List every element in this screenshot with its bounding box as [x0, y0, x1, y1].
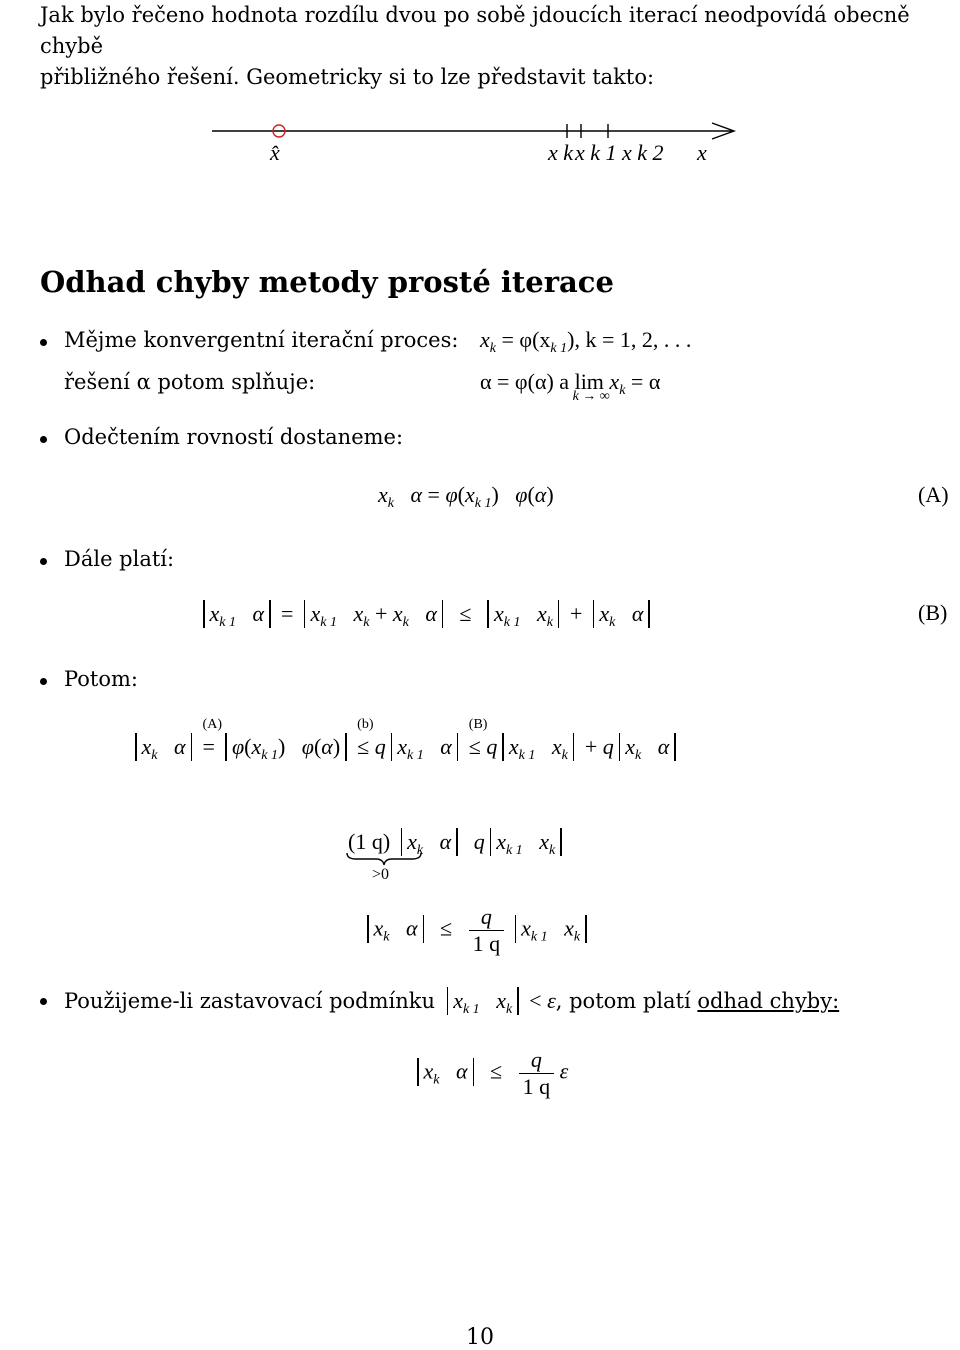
equation-label-a: (A): [918, 482, 949, 507]
bullet-subtraction-text: Odečtením rovností dostaneme:: [64, 425, 404, 449]
equation-fraction-final: $x_k$ α ≤ $\frac{q}{1 q}$ ε: [412, 1047, 568, 1100]
label-axis-x: x: [697, 140, 707, 165]
intro-line-1: Jak bylo řečeno hodnota rozdílu dvou po sobě jdoucích iterací neodpovídá obecně chybě: [40, 3, 910, 58]
equation-label-b: (B): [918, 600, 948, 625]
bullet-iteration: [64, 328, 458, 352]
bullet-subtraction: [64, 425, 403, 449]
iteration-equation: $x_k = \varphi(x_{k 1})$, k = 1, 2, . . .: [480, 327, 692, 356]
equation-brace: (1 q) $x_k$ α q $x_{k 1}$ $x_k$: [348, 828, 567, 859]
section-heading: Odhad chyby metody prosté iterace: [40, 265, 614, 299]
equation-fraction-1: $x_k$ α ≤ $\frac{q}{1 q}$ $x_{k 1}$ $x_k$: [362, 904, 592, 957]
intro-paragraph: [40, 0, 920, 93]
bullet-then-text: Potom:: [64, 667, 138, 691]
brace-label: >0: [372, 866, 390, 883]
page-number: 10: [466, 1325, 494, 1350]
bullet-further-text: Dále platí:: [64, 547, 175, 571]
label-tick-xk: x k: [548, 140, 574, 165]
intro-line-2: přibližného řešení. Geometricky si to lze představit takto:: [40, 65, 655, 89]
solution-text: řešení α potom splňuje:: [64, 370, 316, 394]
label-tick-xk1: x k 1: [575, 140, 617, 165]
label-tick-xk2: x k 2: [622, 140, 664, 165]
equation-b: $x_{k 1}$ $\alpha = x_{k 1}$ $x_k + x_k$ $\alpha \le x_{k 1}$ $x_k + x_k$ α: [198, 600, 655, 631]
underbrace: [346, 852, 422, 866]
number-line-diagram: [200, 110, 760, 180]
bullet-further: [64, 547, 174, 571]
label-xhat: x̂: [270, 140, 280, 165]
equation-a: $x_k$ $\alpha = \varphi(x_{k 1})$ φ(α): [378, 482, 554, 511]
bullet-iteration-text: Mějme konvergentní iterační proces:: [64, 328, 459, 352]
solution-equation: α = φ(α) a lim k → ∞ $x_k = \alpha$: [480, 369, 661, 404]
error-estimate-label: odhad chyby:: [697, 989, 840, 1013]
bullet-stopping: Použijeme-li zastavovací podmínku $x_{k 1}$ $x_k < \varepsilon$, potom platí odhad chyby:: [64, 988, 840, 1017]
equation-chain: $x_k$ α (A) = $\varphi(x_{k 1})$ φ(α) (b) ≤ q $x_{k 1}$ α (B) ≤ q $x_{k 1}$ $x_k + q$ $x_k$ α: [130, 733, 681, 764]
bullet-then: [64, 667, 138, 691]
